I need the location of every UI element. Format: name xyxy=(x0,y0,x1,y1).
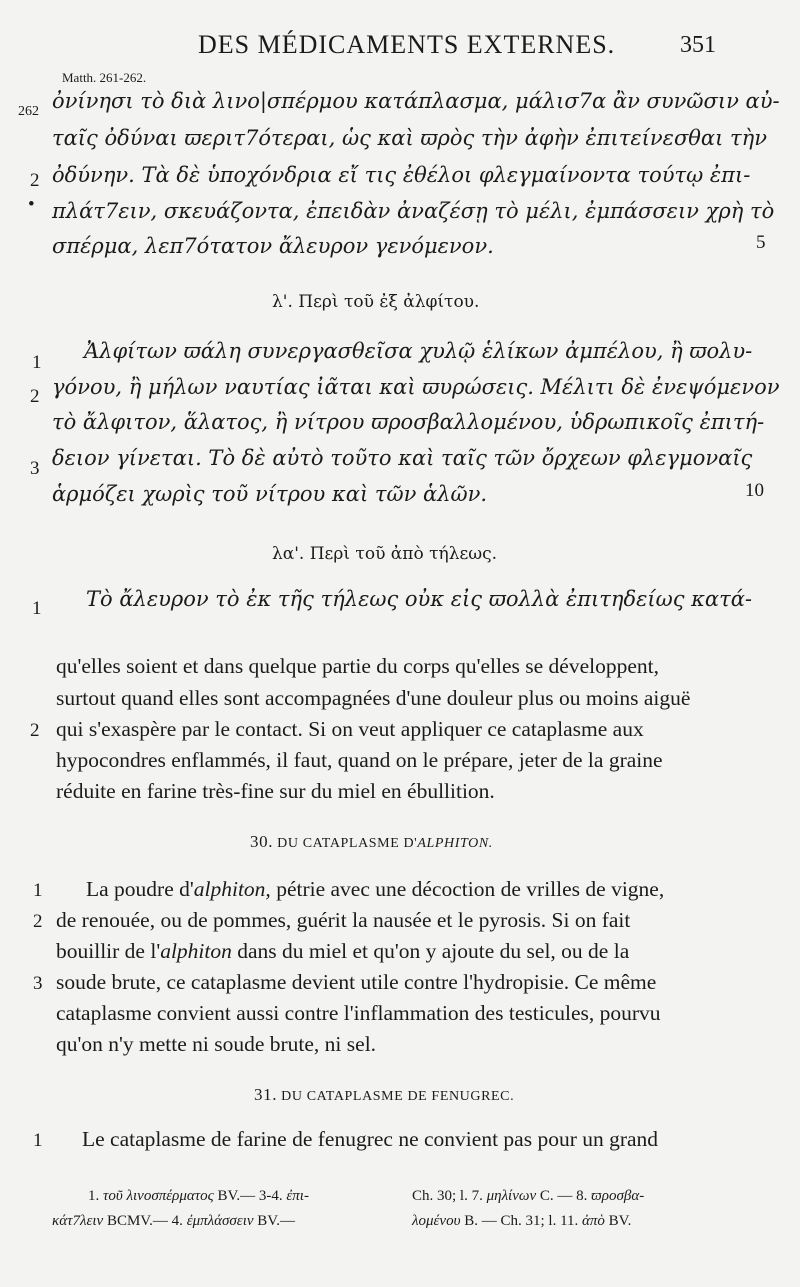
margin-line-number: 2 xyxy=(30,386,40,407)
text-run: dans du miel et qu'on y ajoute du sel, ou de la xyxy=(231,939,630,963)
italic-run: ϖροσβα- xyxy=(591,1188,645,1204)
text-run: BV.— xyxy=(253,1213,295,1229)
text-run: BCMV.— 4. xyxy=(103,1213,187,1229)
margin-line-number: 3 xyxy=(33,973,43,994)
italic-run: κάτ7λειν xyxy=(52,1213,104,1229)
text-run: B. — Ch. 31; l. 11. xyxy=(460,1213,583,1229)
text-run: 1. xyxy=(88,1188,103,1204)
french-line: qu'elles soient et dans quelque partie du corps qu'elles se développent, xyxy=(56,654,660,678)
french-line: de renouée, ou de pommes, guérit la nausée et le pyrosis. Si on fait xyxy=(56,908,631,932)
french-line: cataplasme convient aussi contre l'inflammation des testicules, pourvu xyxy=(56,1001,661,1025)
greek-line: πλάτ7ειν, σκευάζοντα, ἐπειδὰν ἀναζέσῃ τὸ μέλι, ἐμπάσσειν χρὴ τὸ xyxy=(52,199,775,223)
italic-run: τοῦ λινοσπέρματος xyxy=(103,1188,214,1204)
section-title-text: DU CATAPLASME D' xyxy=(277,836,418,851)
text-run: BV.— 3-4. xyxy=(213,1188,287,1204)
french-line: Le cataplasme de farine de fenugrec ne convient pas pour un grand xyxy=(82,1127,659,1151)
text-run: BV. xyxy=(604,1213,632,1229)
right-margin-number: 5 xyxy=(756,232,766,253)
text-run: Ch. 30; l. 7. xyxy=(412,1188,487,1204)
greek-section-title: λα'. Περὶ τοῦ ἀπὸ τήλεως. xyxy=(272,544,498,564)
running-title: DES MÉDICAMENTS EXTERNES. xyxy=(198,30,616,59)
french-line: hypocondres enflammés, il faut, quand on le prépare, jeter de la graine xyxy=(56,748,663,772)
section-number: 31. xyxy=(254,1085,278,1104)
greek-line: γόνου, ἢ μήλων ναυτίας ἰᾶται καὶ ϖυρώσεις. Μέλιτι δὲ ἐνεψόμενον xyxy=(52,375,780,399)
greek-line: Τὸ ἄλευρον τὸ ἐκ τῆς τήλεως οὐκ εἰς ϖολλὰ ἐπιτηδείως κατά- xyxy=(86,587,753,611)
italic-run: λομένου xyxy=(412,1213,461,1229)
section-title-italic: ALPHITON. xyxy=(417,836,493,851)
greek-line: δειον γίνεται. Τὸ δὲ αὐτὸ τοῦτο καὶ ταῖς τῶν ὄρχεων φλεγμοναῖς xyxy=(52,446,753,470)
margin-line-number: 1 xyxy=(32,598,42,619)
greek-line: ἁρμόζει χωρὶς τοῦ νίτρου καὶ τῶν ἁλῶν. xyxy=(52,482,488,506)
text-run: bouillir de l' xyxy=(56,939,161,963)
section-number: 30. xyxy=(250,832,274,851)
margin-line-number: 1 xyxy=(33,880,43,901)
french-line: réduite en farine très-fine sur du miel en ébullition. xyxy=(56,779,495,803)
footnote-right-line xyxy=(412,1213,631,1230)
page-number: 351 xyxy=(680,32,716,58)
right-margin-number: 10 xyxy=(745,480,764,501)
margin-line-number: 2 xyxy=(33,911,43,932)
greek-line: ὀδύνην. Τὰ δὲ ὑποχόνδρια εἴ τις ἐθέλοι φλεγμαίνοντα τούτῳ ἐπι- xyxy=(52,163,751,187)
margin-line-number: 2 xyxy=(30,170,40,191)
margin-bullet: • xyxy=(28,194,35,215)
greek-line: ὀνίνησι τὸ διὰ λινο|σπέρμου κατάπλασμα, μάλισ7α ἂν συνῶσιν αὐ- xyxy=(52,89,780,113)
footnote-left-line xyxy=(88,1188,309,1205)
french-line: surtout quand elles sont accompagnées d'une douleur plus ou moins aiguë xyxy=(56,686,691,710)
french-line: qui s'exaspère par le contact. Si on veut appliquer ce cataplasme aux xyxy=(56,717,644,741)
greek-line: ταῖς ὀδύναι ϖεριτ7ότεραι, ὡς καὶ ϖρὸς τὴν ἀφὴν ἐπιτείνεσθαι τὴν xyxy=(52,126,767,150)
french-line xyxy=(56,939,629,964)
italic-run: alphiton xyxy=(160,939,232,963)
text-run: pétrie avec une décoction de vrilles de vigne, xyxy=(270,877,665,901)
greek-line: τὸ ἄλφιτον, ἅλατος, ἢ νίτρου ϖροσβαλλομένου, ὑδρωπικοῖς ἐπιτή- xyxy=(52,410,765,434)
footnote-left-line xyxy=(52,1213,295,1230)
section-title-text: DU CATAPLASME DE FENUGREC. xyxy=(281,1089,515,1104)
margin-line-number: 1 xyxy=(32,352,42,373)
greek-section-title: λ'. Περὶ τοῦ ἐξ ἀλφίτου. xyxy=(272,292,480,312)
italic-run: μηλίνων xyxy=(486,1188,537,1204)
margin-line-number: 2 xyxy=(30,720,40,741)
french-section-title xyxy=(250,832,493,852)
footnote-right-line xyxy=(412,1188,644,1205)
italic-run: ἐμπλάσσειν xyxy=(186,1213,254,1229)
french-line xyxy=(86,877,664,902)
italic-run: alphiton, xyxy=(193,877,271,901)
margin-line-number: 3 xyxy=(30,458,40,479)
margin-line-number: 1 xyxy=(33,1130,43,1151)
french-line: soude brute, ce cataplasme devient utile contre l'hydropisie. Ce même xyxy=(56,970,657,994)
greek-line: σπέρμα, λεπ7ότατον ἄλευρον γενόμενον. xyxy=(52,234,494,258)
text-run: C. — 8. xyxy=(536,1188,592,1204)
greek-line: Ἀλφίτων ϖάλη συνεργασθεῖσα χυλῷ ἑλίκων ἀμπέλου, ἢ ϖολυ- xyxy=(84,339,753,363)
french-line: qu'on n'y mette ni soude brute, ni sel. xyxy=(56,1032,377,1056)
french-section-title xyxy=(254,1085,514,1105)
text-run: La poudre d' xyxy=(86,877,194,901)
matth-reference: Matth. 261-262. xyxy=(62,70,147,85)
italic-run: ἀπὸ xyxy=(582,1213,605,1229)
italic-run: ἐπι- xyxy=(286,1188,309,1204)
margin-line-ref: 262 xyxy=(18,104,39,119)
